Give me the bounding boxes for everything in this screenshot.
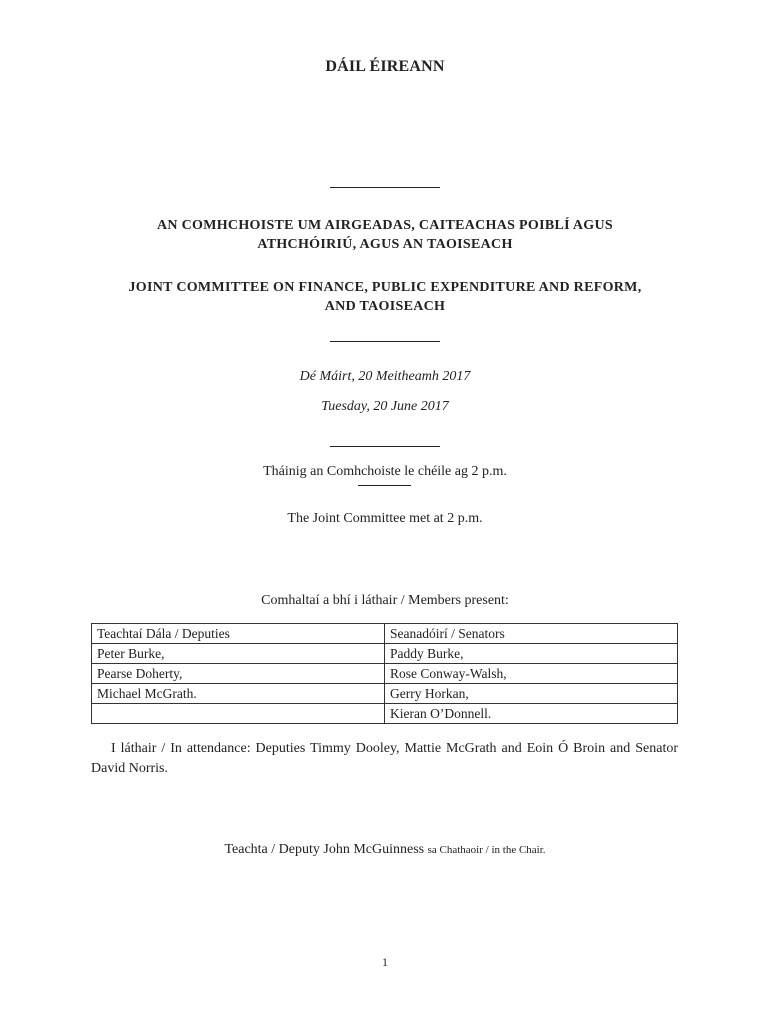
short-divider — [358, 485, 411, 486]
committee-english-name-line2: AND TAOISEACH — [324, 299, 446, 314]
table-row — [92, 644, 678, 664]
table-cell: Rose Conway-Walsh, — [385, 664, 678, 684]
table-cell: Pearse Doherty, — [92, 664, 385, 684]
meeting-time-irish: Tháinig an Comhchoiste le chéile ag 2 p.m. — [263, 464, 507, 479]
page-number: 1 — [382, 955, 388, 969]
committee-english-name-line1: JOINT COMMITTEE ON FINANCE, PUBLIC EXPENDITURE AND REFORM, — [128, 280, 642, 295]
table-header-deputies: Teachtaí Dála / Deputies — [92, 624, 385, 644]
committee-irish-name-line2: ATHCHÓIRIÚ, AGUS AN TAOISEACH — [257, 237, 513, 252]
date-irish: Dé Máirt, 20 Meitheamh 2017 — [299, 369, 471, 384]
chair-name: Teachta / Deputy John McGuinness — [224, 842, 425, 857]
table-cell: Michael McGrath. — [92, 684, 385, 704]
chair-line — [0, 842, 770, 858]
table-cell: Gerry Horkan, — [385, 684, 678, 704]
committee-irish-name — [0, 216, 770, 254]
table-row — [92, 664, 678, 684]
table-header-row — [92, 624, 678, 644]
members-caption: Comhaltaí a bhí i láthair / Members present: — [261, 593, 509, 608]
divider — [330, 187, 440, 188]
table-row — [92, 684, 678, 704]
table-cell — [92, 704, 385, 724]
table-cell: Peter Burke, — [92, 644, 385, 664]
committee-irish-name-line1: AN COMHCHOISTE UM AIRGEADAS, CAITEACHAS POIBLÍ AGUS — [157, 218, 613, 233]
divider — [330, 446, 440, 447]
divider — [330, 341, 440, 342]
attendance-paragraph: I láthair / In attendance: Deputies Timmy Dooley, Mattie McGrath and Eoin Ó Broin and Senator David Norris. — [91, 741, 678, 776]
table-cell: Kieran O’Donnell. — [385, 704, 678, 724]
members-table — [91, 623, 678, 724]
page-title: DÁIL ÉIREANN — [325, 58, 445, 75]
table-cell: Paddy Burke, — [385, 644, 678, 664]
committee-english-name — [0, 278, 770, 316]
chair-suffix: sa Chathaoir / in the Chair. — [427, 844, 546, 856]
table-header-senators: Seanadóirí / Senators — [385, 624, 678, 644]
date-english: Tuesday, 20 June 2017 — [321, 399, 449, 414]
meeting-time-english: The Joint Committee met at 2 p.m. — [287, 511, 483, 526]
table-row — [92, 704, 678, 724]
